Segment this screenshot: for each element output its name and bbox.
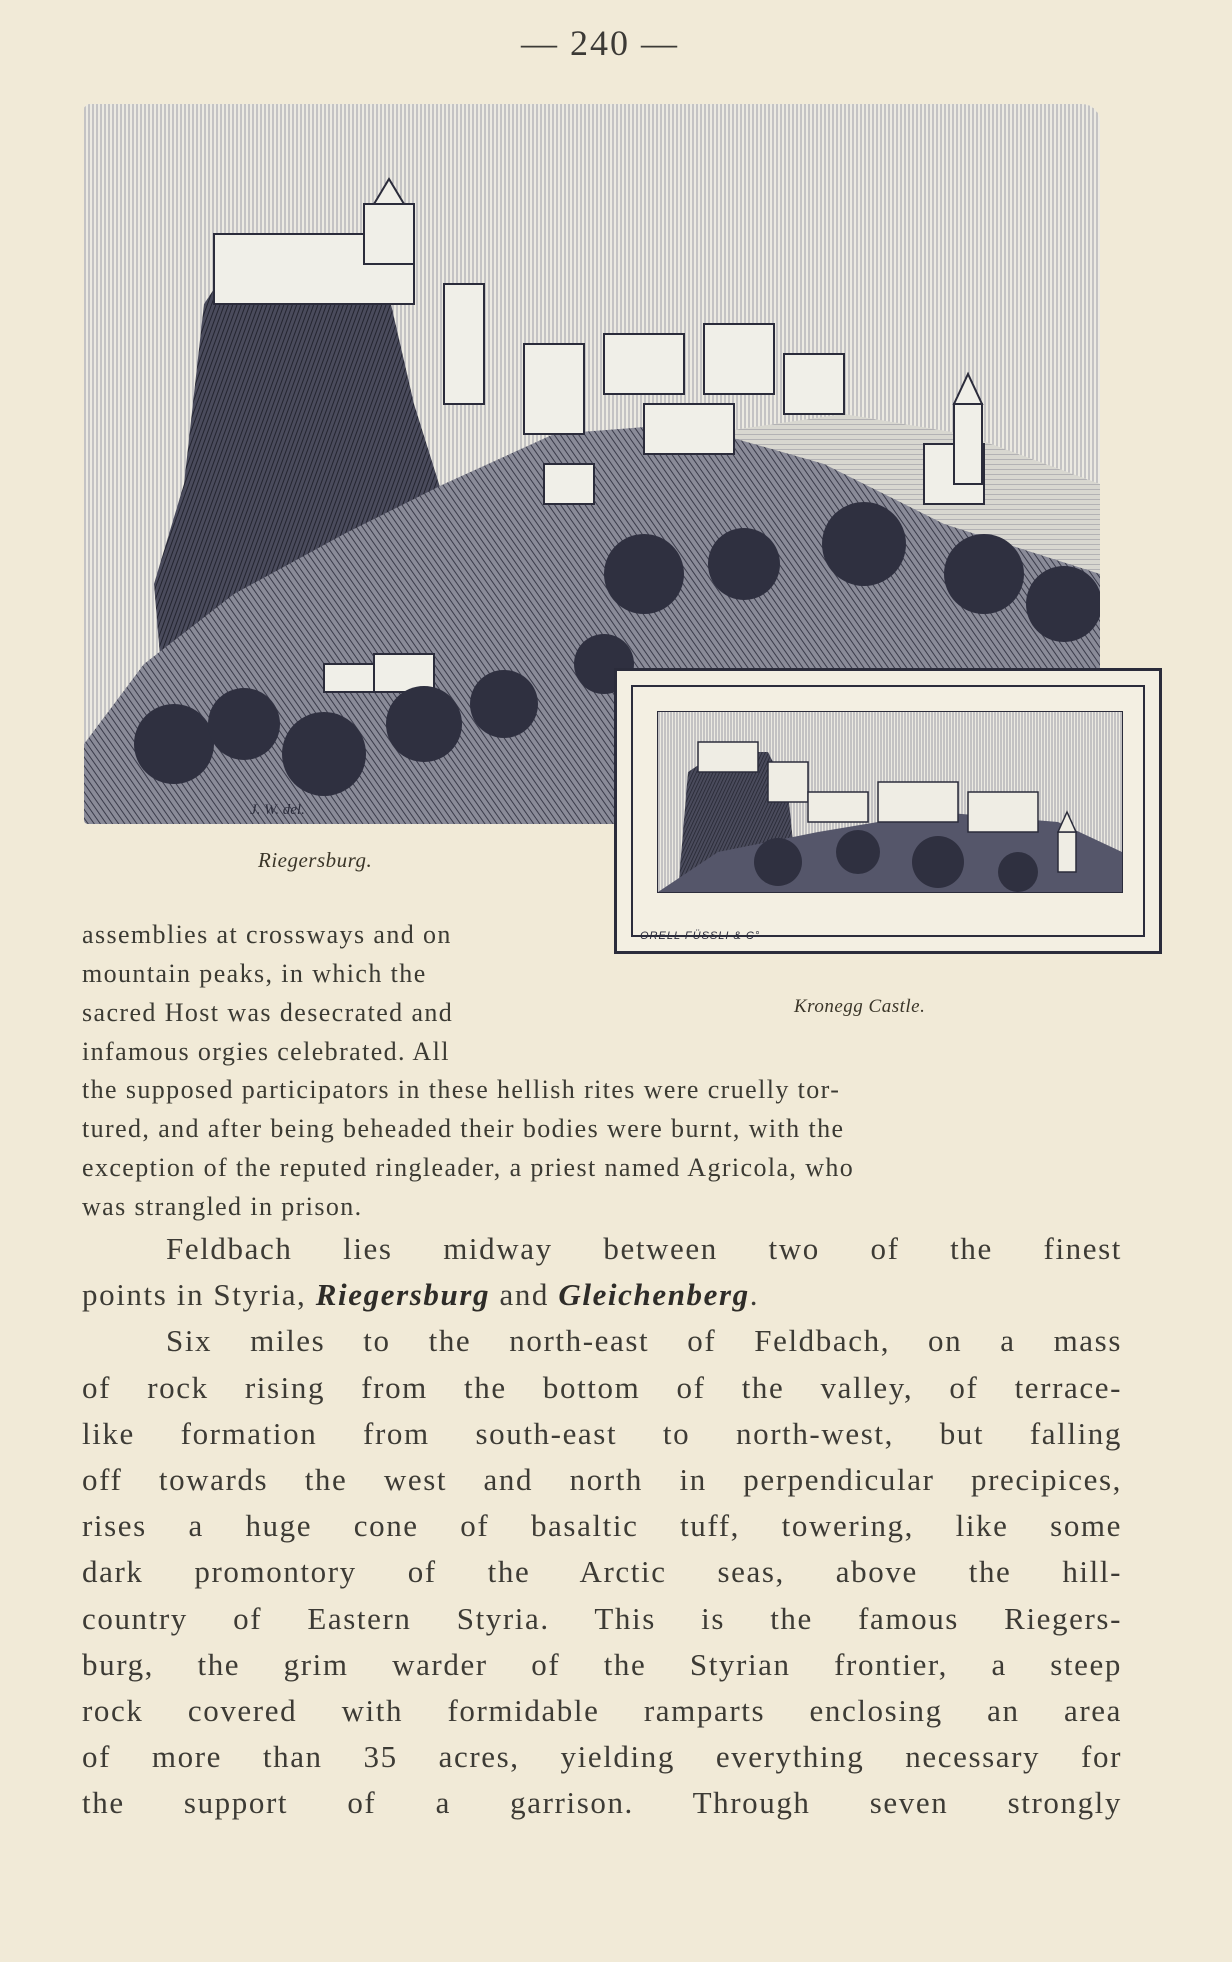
text-line: mountain peaks, in which the bbox=[82, 959, 427, 988]
text-line: the supposed participators in these hellish rites were cruelly tor- bbox=[82, 1075, 841, 1104]
kronegg-caption: Kronegg Castle. bbox=[794, 996, 926, 1017]
riegersburg-caption: Riegersburg. bbox=[258, 848, 373, 872]
text-line: Six miles to the north-east of Feldbach, on a mass bbox=[166, 1323, 1122, 1359]
text-line: burg, the grim warder of the Styrian frontier, a steep bbox=[82, 1646, 1122, 1682]
artist-signature: J. W. del. bbox=[250, 802, 305, 818]
text-line: dark promontory of the Arctic seas, above the hill- bbox=[82, 1554, 1122, 1590]
text-line: assemblies at crossways and on bbox=[82, 920, 452, 949]
text-line: exception of the reputed ringleader, a priest named Agricola, who bbox=[82, 1153, 855, 1182]
text-line: rises a huge cone of basaltic tuff, towering, like some bbox=[82, 1508, 1122, 1544]
text-line: of more than 35 acres, yielding everything necessary for bbox=[82, 1739, 1122, 1775]
kronegg-inset-border bbox=[631, 685, 1145, 937]
text-line: off towards the west and north in perpendicular precipices, bbox=[82, 1462, 1122, 1498]
paragraph-1-narrow bbox=[82, 915, 602, 1071]
text-fragment: and bbox=[490, 1277, 559, 1313]
text-line: the support of a garrison. Through seven strongly bbox=[82, 1785, 1122, 1821]
main-text bbox=[82, 1226, 1122, 1827]
text-fragment: points in Styria, bbox=[82, 1277, 316, 1313]
text-line: sacred Host was desecrated and bbox=[82, 998, 454, 1027]
text-line: country of Eastern Styria. This is the famous Riegers- bbox=[82, 1600, 1122, 1636]
paragraph-2-line-2 bbox=[82, 1272, 1122, 1318]
text-line: rock covered with formidable ramparts enclosing an area bbox=[82, 1693, 1122, 1729]
text-line: Feldbach lies midway between two of the finest bbox=[166, 1231, 1122, 1266]
page-number: — 240 — bbox=[521, 23, 679, 63]
kronegg-engraving bbox=[657, 711, 1123, 893]
paragraph-1-wide bbox=[82, 1070, 1122, 1226]
text-line: was strangled in prison. bbox=[82, 1192, 363, 1221]
place-gleichenberg: Gleichenberg bbox=[558, 1277, 750, 1313]
text-line: of rock rising from the bottom of the valley, of terrace- bbox=[82, 1369, 1122, 1405]
kronegg-inset-frame bbox=[614, 668, 1162, 954]
place-riegersburg: Riegersburg bbox=[315, 1277, 491, 1313]
text-line: tured, and after being beheaded their bodies were burnt, with the bbox=[82, 1114, 845, 1143]
text-line: infamous orgies celebrated. All bbox=[82, 1037, 450, 1066]
engraver-credit: ORELL FÜSSLI & C° bbox=[640, 930, 761, 942]
text-line: like formation from south-east to north-west, but falling bbox=[82, 1415, 1122, 1451]
text-fragment: . bbox=[749, 1277, 760, 1313]
